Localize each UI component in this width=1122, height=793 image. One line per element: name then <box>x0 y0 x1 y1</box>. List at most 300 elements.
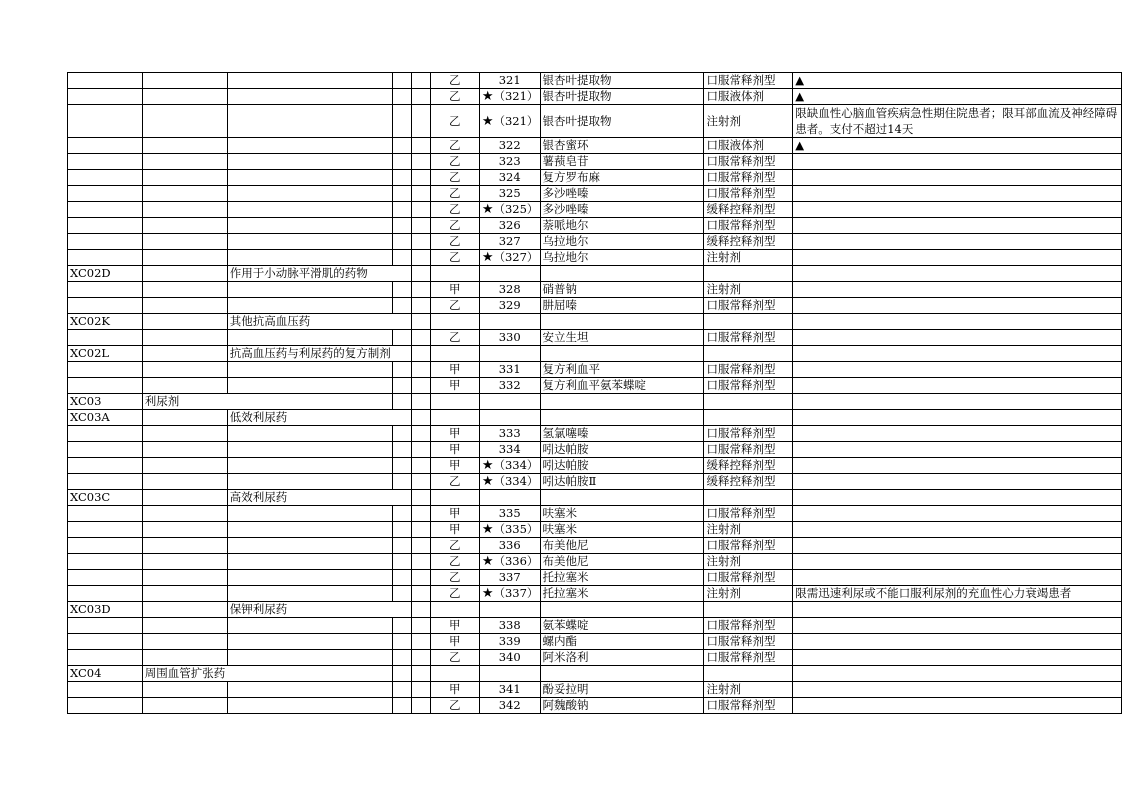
number-cell <box>479 506 540 522</box>
dosage-form-cell: 口服常释剂型 <box>704 618 793 634</box>
level-cell <box>142 282 227 298</box>
drug-name-cell: 吲达帕胺Ⅱ <box>540 474 704 490</box>
star-icon: ★ <box>481 202 494 217</box>
number-cell <box>479 522 540 538</box>
code-cell <box>68 330 143 346</box>
level-cell <box>393 666 412 682</box>
number-text: 331 <box>498 362 521 376</box>
level-cell <box>393 442 412 458</box>
class-cell: 甲 <box>430 618 479 634</box>
level-cell <box>412 602 430 618</box>
category-row <box>68 666 1122 682</box>
table-row <box>68 170 1122 186</box>
category-code-cell: XC03A <box>68 410 143 426</box>
dosage-form-cell: 缓释控释剂型 <box>704 234 793 250</box>
code-cell <box>68 105 143 138</box>
remark-cell <box>793 666 1122 682</box>
level-cell <box>142 330 227 346</box>
remark-cell: ▲ <box>793 89 1122 105</box>
remark-cell <box>793 474 1122 490</box>
class-cell: 乙 <box>430 298 479 314</box>
level-cell <box>412 682 430 698</box>
dosage-form-cell: 缓释控释剂型 <box>704 458 793 474</box>
star-icon: ★ <box>481 89 494 104</box>
number-text: 322 <box>498 138 521 152</box>
level-cell <box>393 346 412 362</box>
level-cell <box>227 202 393 218</box>
number-cell <box>479 682 540 698</box>
level-cell <box>142 234 227 250</box>
number-text: 341 <box>498 682 521 696</box>
code-cell <box>68 362 143 378</box>
code-cell <box>68 458 143 474</box>
class-cell: 乙 <box>430 154 479 170</box>
level-cell <box>412 426 430 442</box>
level-cell <box>227 298 393 314</box>
level-cell <box>227 170 393 186</box>
star-icon: ★ <box>481 522 494 537</box>
level-cell <box>142 474 227 490</box>
level-cell <box>142 362 227 378</box>
code-cell <box>68 218 143 234</box>
class-cell: 甲 <box>430 282 479 298</box>
number-cell <box>479 202 540 218</box>
drug-name-cell <box>540 490 704 506</box>
level-cell <box>412 298 430 314</box>
level-cell <box>393 314 412 330</box>
drug-name-cell: 酚妥拉明 <box>540 682 704 698</box>
star-icon: ★ <box>481 458 494 473</box>
drug-name-cell: 螺内酯 <box>540 634 704 650</box>
class-cell: 甲 <box>430 682 479 698</box>
category-code-cell: XC02L <box>68 346 143 362</box>
number-cell <box>479 410 540 426</box>
dosage-form-cell: 口服液体剂 <box>704 138 793 154</box>
number-text: （336） <box>493 554 539 568</box>
remark-cell <box>793 410 1122 426</box>
drug-name-cell: 复方罗布麻 <box>540 170 704 186</box>
number-text: 334 <box>498 442 521 456</box>
code-cell <box>68 682 143 698</box>
drug-name-cell <box>540 266 704 282</box>
table-body <box>68 73 1122 714</box>
category-label-cell: 抗高血压药与利尿药的复方制剂 <box>227 346 393 362</box>
table-row <box>68 330 1122 346</box>
level-cell <box>393 490 412 506</box>
level-cell <box>393 202 412 218</box>
dosage-form-cell: 口服常释剂型 <box>704 298 793 314</box>
table-row <box>68 138 1122 154</box>
code-cell <box>68 586 143 602</box>
class-cell <box>430 314 479 330</box>
level-cell <box>393 634 412 650</box>
number-cell <box>479 89 540 105</box>
number-cell <box>479 490 540 506</box>
number-text: （334） <box>493 458 539 472</box>
dosage-form-cell <box>704 666 793 682</box>
level-cell <box>227 570 393 586</box>
number-cell <box>479 266 540 282</box>
level-cell <box>393 698 412 714</box>
remark-cell <box>793 250 1122 266</box>
remark-cell <box>793 554 1122 570</box>
remark-cell <box>793 490 1122 506</box>
remark-cell <box>793 346 1122 362</box>
class-cell <box>430 266 479 282</box>
remark-cell <box>793 426 1122 442</box>
class-cell <box>430 410 479 426</box>
level-cell <box>412 154 430 170</box>
number-cell <box>479 554 540 570</box>
table-row <box>68 282 1122 298</box>
table-row <box>68 650 1122 666</box>
table-row <box>68 298 1122 314</box>
number-cell <box>479 314 540 330</box>
dosage-form-cell: 缓释控释剂型 <box>704 474 793 490</box>
dosage-form-cell: 口服常释剂型 <box>704 186 793 202</box>
number-text: （327） <box>493 250 539 264</box>
category-label-cell: 作用于小动脉平滑肌的药物 <box>227 266 393 282</box>
dosage-form-cell <box>704 266 793 282</box>
level-cell <box>393 586 412 602</box>
drug-name-cell: 银杏叶提取物 <box>540 73 704 89</box>
level-cell <box>412 234 430 250</box>
remark-cell <box>793 234 1122 250</box>
level-cell <box>412 378 430 394</box>
level-cell <box>412 458 430 474</box>
class-cell: 甲 <box>430 362 479 378</box>
level-cell <box>412 282 430 298</box>
level-cell <box>227 506 393 522</box>
remark-cell <box>793 170 1122 186</box>
level-cell <box>393 362 412 378</box>
level-cell <box>227 250 393 266</box>
number-text: 333 <box>498 426 521 440</box>
number-text: （321） <box>493 113 539 128</box>
dosage-form-cell <box>704 346 793 362</box>
table-row <box>68 362 1122 378</box>
dosage-form-cell <box>704 410 793 426</box>
remark-cell <box>793 154 1122 170</box>
number-text: 330 <box>498 330 521 344</box>
dosage-form-cell: 口服常释剂型 <box>704 73 793 89</box>
remark-cell <box>793 202 1122 218</box>
number-cell <box>479 250 540 266</box>
class-cell: 乙 <box>430 650 479 666</box>
level-cell <box>142 314 227 330</box>
level-cell <box>142 682 227 698</box>
level-cell <box>393 554 412 570</box>
level-cell <box>393 410 412 426</box>
class-cell: 乙 <box>430 474 479 490</box>
code-cell <box>68 234 143 250</box>
level-cell <box>227 458 393 474</box>
level-cell <box>393 394 412 410</box>
category-row <box>68 490 1122 506</box>
code-cell <box>68 282 143 298</box>
category-label-cell: 低效利尿药 <box>227 410 393 426</box>
table-row <box>68 234 1122 250</box>
dosage-form-cell: 口服常释剂型 <box>704 154 793 170</box>
drug-name-cell: 安立生坦 <box>540 330 704 346</box>
code-cell <box>68 538 143 554</box>
code-cell <box>68 298 143 314</box>
remark-cell <box>793 698 1122 714</box>
dosage-form-cell: 口服液体剂 <box>704 89 793 105</box>
level-cell <box>412 586 430 602</box>
drug-name-cell: 复方利血平 <box>540 362 704 378</box>
level-cell <box>412 73 430 89</box>
remark-cell <box>793 218 1122 234</box>
level-cell <box>412 330 430 346</box>
level-cell <box>393 105 412 138</box>
level-cell <box>142 586 227 602</box>
code-cell <box>68 506 143 522</box>
drug-name-cell: 硝普钠 <box>540 282 704 298</box>
class-cell: 甲 <box>430 378 479 394</box>
table-row <box>68 202 1122 218</box>
dosage-form-cell: 口服常释剂型 <box>704 218 793 234</box>
class-cell: 乙 <box>430 250 479 266</box>
number-text: 342 <box>498 698 521 712</box>
level-cell <box>227 634 393 650</box>
number-text: 338 <box>498 618 521 632</box>
remark-cell <box>793 682 1122 698</box>
drug-name-cell: 乌拉地尔 <box>540 234 704 250</box>
number-text: 327 <box>498 234 521 248</box>
table-row <box>68 218 1122 234</box>
level-cell <box>393 378 412 394</box>
level-cell <box>227 89 393 105</box>
category-code-cell: XC03D <box>68 602 143 618</box>
star-icon: ★ <box>481 250 494 265</box>
drug-name-cell: 阿魏酸钠 <box>540 698 704 714</box>
category-row <box>68 394 1122 410</box>
number-text: 326 <box>498 218 521 232</box>
level-cell <box>393 650 412 666</box>
table-row <box>68 154 1122 170</box>
remark-cell <box>793 186 1122 202</box>
table-row <box>68 506 1122 522</box>
code-cell <box>68 73 143 89</box>
remark-cell <box>793 634 1122 650</box>
level-cell <box>142 138 227 154</box>
dosage-form-cell: 注射剂 <box>704 282 793 298</box>
dosage-form-cell: 注射剂 <box>704 105 793 138</box>
level-cell <box>227 282 393 298</box>
class-cell: 乙 <box>430 186 479 202</box>
remark-cell <box>793 362 1122 378</box>
level-cell <box>227 330 393 346</box>
level-cell <box>412 105 430 138</box>
remark-cell <box>793 394 1122 410</box>
remark-cell <box>793 442 1122 458</box>
class-cell: 乙 <box>430 105 479 138</box>
group-label-cell: 利尿剂 <box>142 394 227 410</box>
number-text: 329 <box>498 298 521 312</box>
class-cell: 乙 <box>430 89 479 105</box>
code-cell <box>68 698 143 714</box>
class-cell <box>430 666 479 682</box>
class-cell: 甲 <box>430 426 479 442</box>
level-cell <box>412 89 430 105</box>
dosage-form-cell: 注射剂 <box>704 554 793 570</box>
drug-name-cell: 氨苯蝶啶 <box>540 618 704 634</box>
code-cell <box>68 474 143 490</box>
number-cell <box>479 330 540 346</box>
code-cell <box>68 89 143 105</box>
drug-name-cell: 多沙唑嗪 <box>540 202 704 218</box>
level-cell <box>412 218 430 234</box>
category-row <box>68 266 1122 282</box>
dosage-form-cell: 口服常释剂型 <box>704 378 793 394</box>
number-cell <box>479 282 540 298</box>
level-cell <box>142 506 227 522</box>
level-cell <box>412 522 430 538</box>
table-row <box>68 554 1122 570</box>
number-cell <box>479 394 540 410</box>
level-cell <box>393 298 412 314</box>
level-cell <box>142 458 227 474</box>
level-cell <box>142 202 227 218</box>
remark-cell <box>793 298 1122 314</box>
level-cell <box>393 250 412 266</box>
remark-cell <box>793 538 1122 554</box>
level-cell <box>142 650 227 666</box>
drug-name-cell: 银杏叶提取物 <box>540 89 704 105</box>
remark-cell <box>793 314 1122 330</box>
category-label-cell: 保钾利尿药 <box>227 602 393 618</box>
level-cell <box>227 650 393 666</box>
number-text: 337 <box>498 570 521 584</box>
level-cell <box>412 506 430 522</box>
remark-cell <box>793 266 1122 282</box>
class-cell <box>430 490 479 506</box>
class-cell: 乙 <box>430 218 479 234</box>
category-label-cell: 高效利尿药 <box>227 490 393 506</box>
remark-cell <box>793 602 1122 618</box>
level-cell <box>393 474 412 490</box>
remark-cell: ▲ <box>793 138 1122 154</box>
dosage-form-cell: 注射剂 <box>704 250 793 266</box>
group-label-cell: 周围血管扩张药 <box>142 666 227 682</box>
level-cell <box>393 618 412 634</box>
drug-name-cell: 布美他尼 <box>540 538 704 554</box>
category-row <box>68 314 1122 330</box>
level-cell <box>142 73 227 89</box>
number-cell <box>479 442 540 458</box>
drug-name-cell: 吲达帕胺 <box>540 442 704 458</box>
level-cell <box>142 618 227 634</box>
drug-name-cell: 多沙唑嗪 <box>540 186 704 202</box>
number-cell <box>479 346 540 362</box>
drug-name-cell <box>540 602 704 618</box>
level-cell <box>393 138 412 154</box>
number-text: （337） <box>493 586 539 600</box>
code-cell <box>68 154 143 170</box>
drug-name-cell <box>540 346 704 362</box>
group-code-cell: XC03 <box>68 394 143 410</box>
level-cell <box>142 186 227 202</box>
category-code-cell: XC02D <box>68 266 143 282</box>
level-cell <box>227 538 393 554</box>
table-row <box>68 73 1122 89</box>
level-cell <box>142 554 227 570</box>
table-row <box>68 250 1122 266</box>
table-row <box>68 426 1122 442</box>
number-cell <box>479 105 540 138</box>
level-cell <box>412 362 430 378</box>
dosage-form-cell: 口服常释剂型 <box>704 634 793 650</box>
table-row <box>68 570 1122 586</box>
level-cell <box>142 298 227 314</box>
number-cell <box>479 538 540 554</box>
level-cell <box>142 490 227 506</box>
level-cell <box>227 186 393 202</box>
level-cell <box>227 698 393 714</box>
level-cell <box>412 202 430 218</box>
code-cell <box>68 634 143 650</box>
remark-cell: ▲ <box>793 73 1122 89</box>
level-cell <box>412 538 430 554</box>
drug-name-cell <box>540 666 704 682</box>
remark-cell <box>793 282 1122 298</box>
category-row <box>68 602 1122 618</box>
number-text: （325） <box>493 202 539 216</box>
table-row <box>68 378 1122 394</box>
level-cell <box>393 170 412 186</box>
class-cell: 乙 <box>430 538 479 554</box>
class-cell: 甲 <box>430 458 479 474</box>
number-text: 324 <box>498 170 521 184</box>
code-cell <box>68 442 143 458</box>
level-cell <box>142 634 227 650</box>
table-row <box>68 458 1122 474</box>
code-cell <box>68 426 143 442</box>
dosage-form-cell: 注射剂 <box>704 522 793 538</box>
class-cell: 甲 <box>430 522 479 538</box>
level-cell <box>412 138 430 154</box>
level-cell <box>142 522 227 538</box>
number-text: 321 <box>498 73 521 87</box>
level-cell <box>393 538 412 554</box>
level-cell <box>142 154 227 170</box>
level-cell <box>142 570 227 586</box>
dosage-form-cell <box>704 602 793 618</box>
level-cell <box>412 650 430 666</box>
number-cell <box>479 298 540 314</box>
level-cell <box>142 218 227 234</box>
number-cell <box>479 362 540 378</box>
class-cell: 乙 <box>430 138 479 154</box>
level-cell <box>412 698 430 714</box>
level-cell <box>393 266 412 282</box>
dosage-form-cell: 口服常释剂型 <box>704 570 793 586</box>
number-text: 336 <box>498 538 521 552</box>
group-code-cell: XC04 <box>68 666 143 682</box>
drug-name-cell: 托拉塞米 <box>540 586 704 602</box>
level-cell <box>393 282 412 298</box>
number-text: 335 <box>498 506 521 520</box>
number-cell <box>479 570 540 586</box>
remark-cell <box>793 458 1122 474</box>
table-row <box>68 442 1122 458</box>
dosage-form-cell: 缓释控释剂型 <box>704 202 793 218</box>
dosage-form-cell: 注射剂 <box>704 586 793 602</box>
level-cell <box>227 426 393 442</box>
class-cell: 甲 <box>430 506 479 522</box>
code-cell <box>68 570 143 586</box>
